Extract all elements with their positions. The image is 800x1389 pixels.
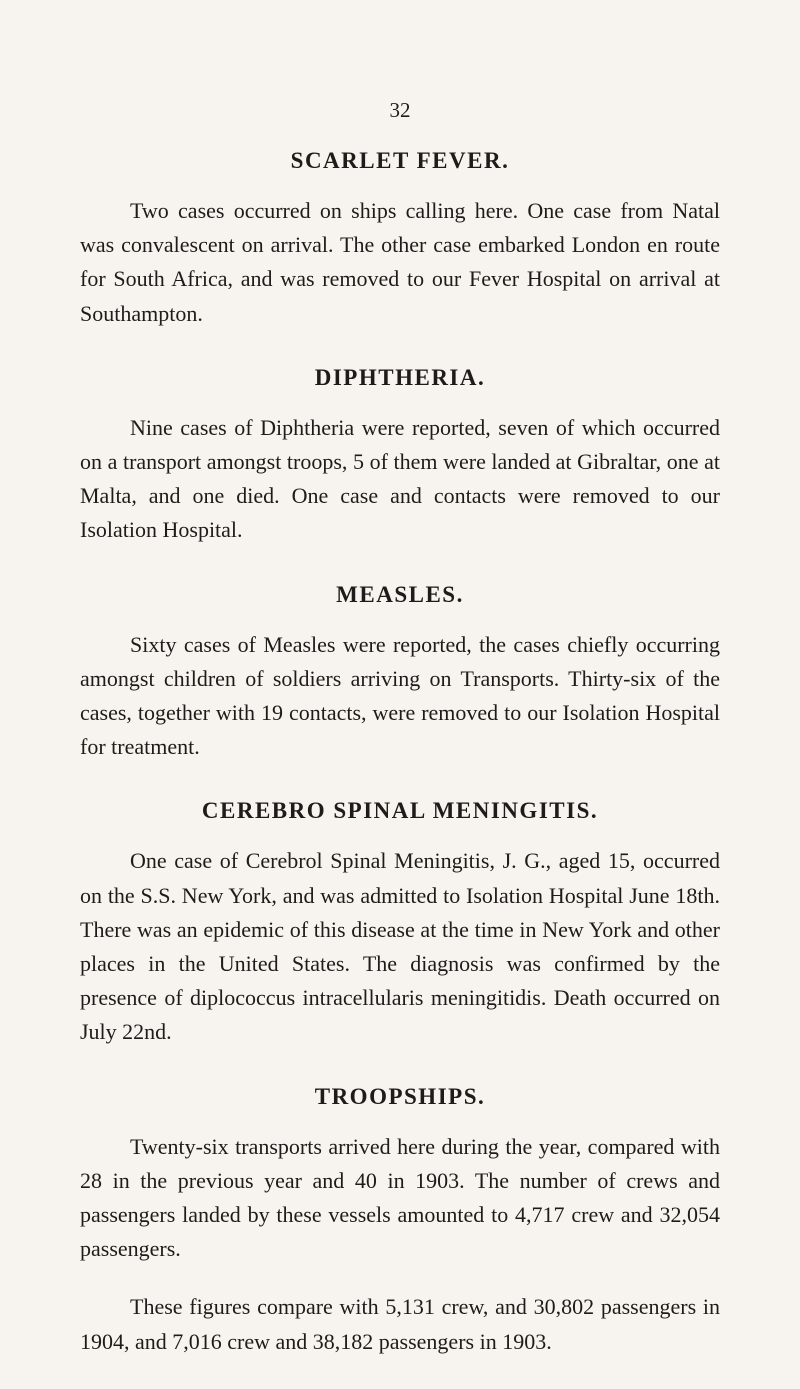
page-number: 32 xyxy=(389,98,411,122)
section-heading: DIPHTHERIA. xyxy=(314,364,486,390)
section-diphtheria xyxy=(80,361,720,548)
paragraph: Two cases occurred on ships calling here. One case from Natal was convalescent on arrival. The other case embarked London en route for South Africa, and was removed to our Fever Hospital on arrival at Southampton. xyxy=(80,198,720,326)
paragraph: Twenty-six transports arrived here during the year, compared with 28 in the previous year and 40 in 1903. The number of crews and passengers landed by these vessels amounted to 4,717 crew and 32,054 passengers. xyxy=(80,1133,720,1262)
paragraph: Nine cases of Diphtheria were reported, seven of which occurred on a transport amongst troops, 5 of them were landed at Gibraltar, one at Malta, and one died. One case and contacts were removed to our Isolation Hospital. xyxy=(80,414,720,543)
section-cerebro-spinal-meningitis xyxy=(80,794,720,1049)
section-heading: TROOPSHIPS. xyxy=(314,1083,486,1109)
section-scarlet-fever xyxy=(80,144,720,331)
paragraph: These figures compare with 5,131 crew, and 30,802 passengers in 1904, and 7,016 crew and 38,182 passengers in 1903. xyxy=(80,1294,720,1354)
document-body xyxy=(80,144,720,1389)
section-heading: CEREBRO SPINAL MENINGITIS. xyxy=(201,798,599,824)
paragraph: One case of Cerebrol Spinal Meningitis, J. G., aged 15, occurred on the S.S. New York, and was admitted to Isolation Hospital June 18th. There was an epidemic of this disease at the time in New York and other places in the United States. The diagnosis was confirmed by the presence of diplococcus intracellularis meningitidis. Death occurred on July 22nd. xyxy=(80,848,720,1045)
section-heading: MEASLES. xyxy=(336,581,464,607)
section-measles xyxy=(80,578,720,765)
section-heading: SCARLET FEVER. xyxy=(290,148,510,173)
paragraph: Sixty cases of Measles were reported, the cases chiefly occurring amongst children of soldiers arriving on Transports. Thirty-six of the cases, together with 19 contacts, were removed to our Isolation Hospital for treatment. xyxy=(80,631,720,760)
section-troopships xyxy=(80,1080,720,1359)
